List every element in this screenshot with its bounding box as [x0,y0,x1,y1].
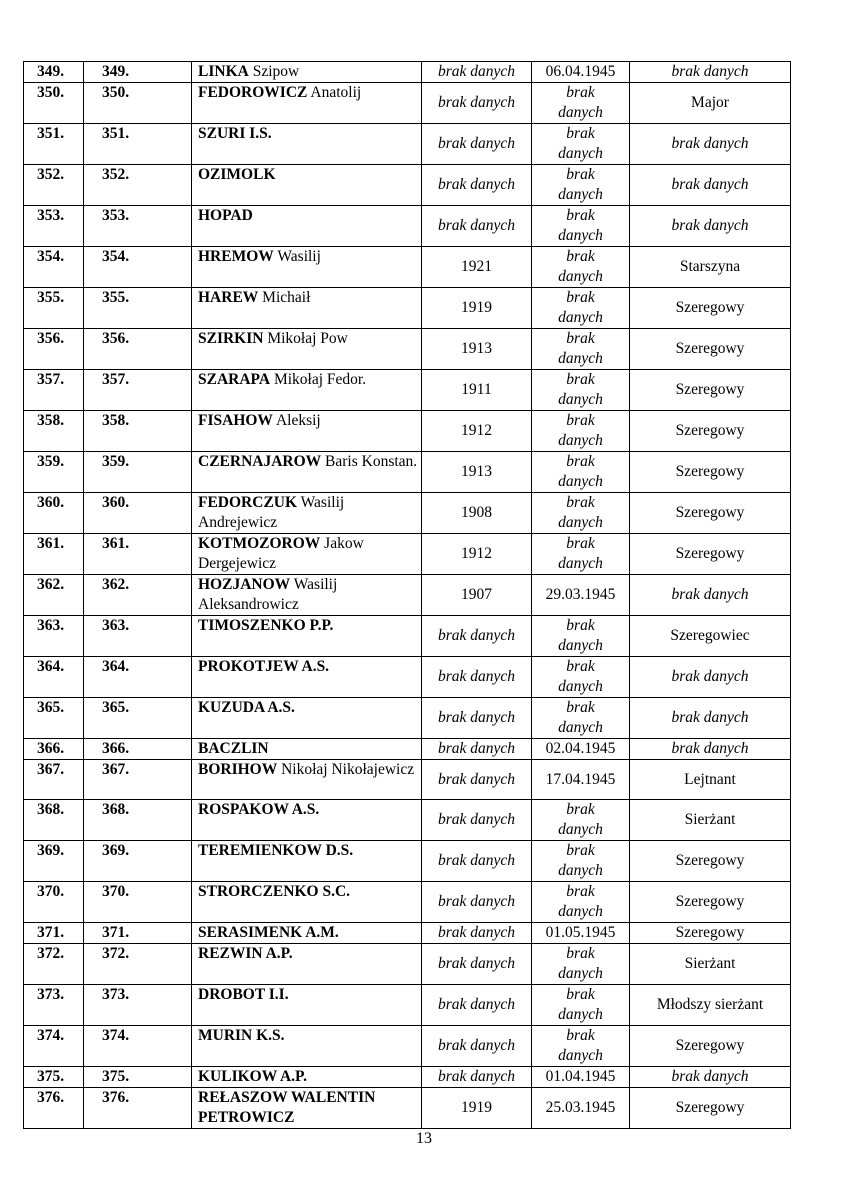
death-date: brak danych [532,882,630,923]
rank: Szeregowy [630,329,791,370]
rank: Szeregowy [630,288,791,329]
name-cell [192,206,422,247]
entry-number: 374. [24,1026,84,1067]
name-cell [192,800,422,841]
name-cell [192,493,422,534]
rank: brak danych [630,206,791,247]
rank: Szeregowy [630,493,791,534]
rank: Sierżant [630,944,791,985]
table-row [24,165,791,206]
entry-number: 366. [24,739,84,760]
death-date: brak danych [532,124,630,165]
birth-year: 1921 [422,247,532,288]
surname: SZIRKIN [198,330,264,347]
entry-number: 371. [24,923,84,944]
table-row [24,800,791,841]
death-date: brak danych [532,841,630,882]
grave-number: 359. [84,452,192,493]
entry-number: 349. [24,62,84,83]
given-name: Wasilij Aleksandrowicz [198,576,338,613]
grave-number: 368. [84,800,192,841]
grave-number: 372. [84,944,192,985]
table-row [24,739,791,760]
surname: HOZJANOW [198,576,291,593]
surname: TEREMIENKOW D.S. [198,842,354,859]
given-name: Jakow Dergejewicz [198,535,364,572]
name-cell [192,882,422,923]
birth-year: 1919 [422,1088,532,1129]
surname: FEDORCZUK [198,494,298,511]
rank: Sierżant [630,800,791,841]
grave-number: 373. [84,985,192,1026]
surname: CZERNAJAROW [198,453,322,470]
grave-number: 357. [84,370,192,411]
rank: brak danych [630,575,791,616]
name-cell [192,923,422,944]
name-cell [192,165,422,206]
death-date: 06.04.1945 [532,62,630,83]
grave-number: 355. [84,288,192,329]
death-date: brak danych [532,657,630,698]
birth-year: brak danych [422,62,532,83]
birth-year: brak danych [422,800,532,841]
surname: ROSPAKOW A.S. [198,801,320,818]
name-cell [192,985,422,1026]
birth-year: 1912 [422,411,532,452]
name-cell [192,944,422,985]
grave-number: 367. [84,760,192,800]
table-row [24,923,791,944]
death-date: brak danych [532,288,630,329]
death-date: brak danych [532,329,630,370]
entry-number: 369. [24,841,84,882]
death-date: 01.04.1945 [532,1067,630,1088]
name-cell [192,575,422,616]
surname: SERASIMENK A.M. [198,924,339,941]
death-date: brak danych [532,616,630,657]
death-date: brak danych [532,985,630,1026]
grave-number: 371. [84,923,192,944]
grave-number: 366. [84,739,192,760]
surname: KUZUDA A.S. [198,699,295,716]
rank: Szeregowy [630,882,791,923]
name-cell [192,1067,422,1088]
entry-number: 356. [24,329,84,370]
entry-number: 365. [24,698,84,739]
death-date: brak danych [532,247,630,288]
surname: REŁASZOW WALENTIN PETROWICZ [198,1089,376,1126]
given-name: Wasilij [277,248,321,265]
death-date: 25.03.1945 [532,1088,630,1129]
birth-year: brak danych [422,760,532,800]
table-row [24,62,791,83]
name-cell [192,1088,422,1129]
rank: Szeregowy [630,1088,791,1129]
entry-number: 368. [24,800,84,841]
name-cell [192,288,422,329]
death-date: brak danych [532,411,630,452]
birth-year: brak danych [422,657,532,698]
birth-year: 1908 [422,493,532,534]
name-cell [192,329,422,370]
entry-number: 361. [24,534,84,575]
grave-number: 354. [84,247,192,288]
name-cell [192,739,422,760]
rank: brak danych [630,62,791,83]
table-row [24,370,791,411]
table-row [24,657,791,698]
grave-number: 369. [84,841,192,882]
name-cell [192,411,422,452]
given-name: Mikołaj Pow [267,330,348,347]
surname: STRORCZENKO S.C. [198,883,351,900]
given-name: Nikołaj Nikołajewicz [281,761,415,778]
table-row [24,493,791,534]
surname: REZWIN A.P. [198,945,293,962]
table-row [24,698,791,739]
name-cell [192,1026,422,1067]
grave-number: 375. [84,1067,192,1088]
death-date: brak danych [532,83,630,124]
entry-number: 370. [24,882,84,923]
name-cell [192,370,422,411]
entry-number: 372. [24,944,84,985]
grave-number: 350. [84,83,192,124]
surname: KOTMOZOROW [198,535,321,552]
table-row [24,411,791,452]
surname: FISAHOW [198,412,273,429]
birth-year: brak danych [422,882,532,923]
rank: Szeregowy [630,452,791,493]
entry-number: 357. [24,370,84,411]
grave-number: 362. [84,575,192,616]
grave-number: 365. [84,698,192,739]
grave-number: 356. [84,329,192,370]
birth-year: brak danych [422,165,532,206]
table-row [24,329,791,370]
table-row [24,944,791,985]
entry-number: 355. [24,288,84,329]
death-date: brak danych [532,206,630,247]
birth-year: brak danych [422,206,532,247]
given-name: Wasilij Andrejewicz [198,494,345,531]
entry-number: 363. [24,616,84,657]
death-date: brak danych [532,800,630,841]
death-date: 29.03.1945 [532,575,630,616]
name-cell [192,698,422,739]
table-row [24,288,791,329]
entry-number: 358. [24,411,84,452]
entry-number: 354. [24,247,84,288]
table-row [24,616,791,657]
entry-number: 353. [24,206,84,247]
surname: FEDOROWICZ [198,84,308,101]
surname: MURIN K.S. [198,1027,285,1044]
entry-number: 367. [24,760,84,800]
entry-number: 375. [24,1067,84,1088]
table-row [24,206,791,247]
table-row [24,1067,791,1088]
name-cell [192,616,422,657]
given-name: Aleksij [275,412,321,429]
table-row [24,83,791,124]
name-cell [192,452,422,493]
birth-year: brak danych [422,1067,532,1088]
entry-number: 373. [24,985,84,1026]
death-date: brak danych [532,1026,630,1067]
rank: Szeregowy [630,534,791,575]
page-number: 13 [416,1130,432,1147]
death-date: brak danych [532,698,630,739]
given-name: Michaił [262,289,311,306]
entry-number: 352. [24,165,84,206]
given-name: Mikołaj Fedor. [273,371,367,388]
table-row [24,760,791,800]
rank: brak danych [630,165,791,206]
grave-number: 353. [84,206,192,247]
surname: HAREW [198,289,259,306]
rank: Szeregowy [630,923,791,944]
death-date: brak danych [532,452,630,493]
birth-year: brak danych [422,944,532,985]
table-row [24,575,791,616]
birth-year: 1907 [422,575,532,616]
entry-number: 376. [24,1088,84,1129]
birth-year: brak danych [422,124,532,165]
table-row [24,985,791,1026]
birth-year: 1912 [422,534,532,575]
birth-year: 1913 [422,452,532,493]
burial-list-table [23,61,791,1129]
grave-number: 352. [84,165,192,206]
rank: Starszyna [630,247,791,288]
death-date: brak danych [532,165,630,206]
table-row [24,452,791,493]
grave-number: 363. [84,616,192,657]
rank: brak danych [630,698,791,739]
surname: BACZLIN [198,740,269,757]
death-date: brak danych [532,944,630,985]
surname: OZIMOLK [198,166,276,183]
grave-number: 358. [84,411,192,452]
surname: LINKA [198,63,249,80]
rank: Szeregowy [630,841,791,882]
entry-number: 360. [24,493,84,534]
birth-year: brak danych [422,698,532,739]
surname: SZURI I.S. [198,125,272,142]
surname: TIMOSZENKO P.P. [198,617,334,634]
grave-number: 374. [84,1026,192,1067]
rank: Major [630,83,791,124]
rank: brak danych [630,657,791,698]
grave-number: 361. [84,534,192,575]
table-row [24,247,791,288]
rank: brak danych [630,1067,791,1088]
entry-number: 364. [24,657,84,698]
birth-year: brak danych [422,841,532,882]
table-row [24,534,791,575]
table-row [24,882,791,923]
birth-year: brak danych [422,616,532,657]
grave-number: 376. [84,1088,192,1129]
rank: brak danych [630,124,791,165]
birth-year: 1913 [422,329,532,370]
birth-year: brak danych [422,739,532,760]
surname: SZARAPA [198,371,271,388]
rank: Młodszy sierżant [630,985,791,1026]
entry-number: 359. [24,452,84,493]
rank: Szeregowy [630,370,791,411]
surname: KULIKOW A.P. [198,1068,307,1085]
surname: DROBOT I.I. [198,986,289,1003]
grave-number: 349. [84,62,192,83]
rank: Szeregowy [630,411,791,452]
table-row [24,1026,791,1067]
rank: brak danych [630,739,791,760]
entry-number: 350. [24,83,84,124]
table-row [24,841,791,882]
grave-number: 351. [84,124,192,165]
death-date: brak danych [532,493,630,534]
name-cell [192,760,422,800]
rank: Lejtnant [630,760,791,800]
birth-year: brak danych [422,83,532,124]
birth-year: 1919 [422,288,532,329]
given-name: Baris Konstan. [325,453,418,470]
rank: Szeregowiec [630,616,791,657]
name-cell [192,841,422,882]
birth-year: brak danych [422,1026,532,1067]
surname: HREMOW [198,248,274,265]
given-name: Szipow [252,63,300,80]
death-date: 02.04.1945 [532,739,630,760]
death-date: brak danych [532,534,630,575]
table-row [24,124,791,165]
entry-number: 362. [24,575,84,616]
table-row [24,1088,791,1129]
surname: PROKOTJEW A.S. [198,658,330,675]
entry-number: 351. [24,124,84,165]
name-cell [192,534,422,575]
name-cell [192,83,422,124]
rank: Szeregowy [630,1026,791,1067]
surname: HOPAD [198,207,253,224]
grave-number: 360. [84,493,192,534]
surname: BORIHOW [198,761,278,778]
table-body [24,62,791,1129]
given-name: Anatolij [310,84,362,101]
grave-number: 370. [84,882,192,923]
death-date: 01.05.1945 [532,923,630,944]
name-cell [192,657,422,698]
birth-year: brak danych [422,985,532,1026]
death-date: 17.04.1945 [532,760,630,800]
name-cell [192,62,422,83]
name-cell [192,124,422,165]
grave-number: 364. [84,657,192,698]
death-date: brak danych [532,370,630,411]
name-cell [192,247,422,288]
birth-year: 1911 [422,370,532,411]
birth-year: brak danych [422,923,532,944]
